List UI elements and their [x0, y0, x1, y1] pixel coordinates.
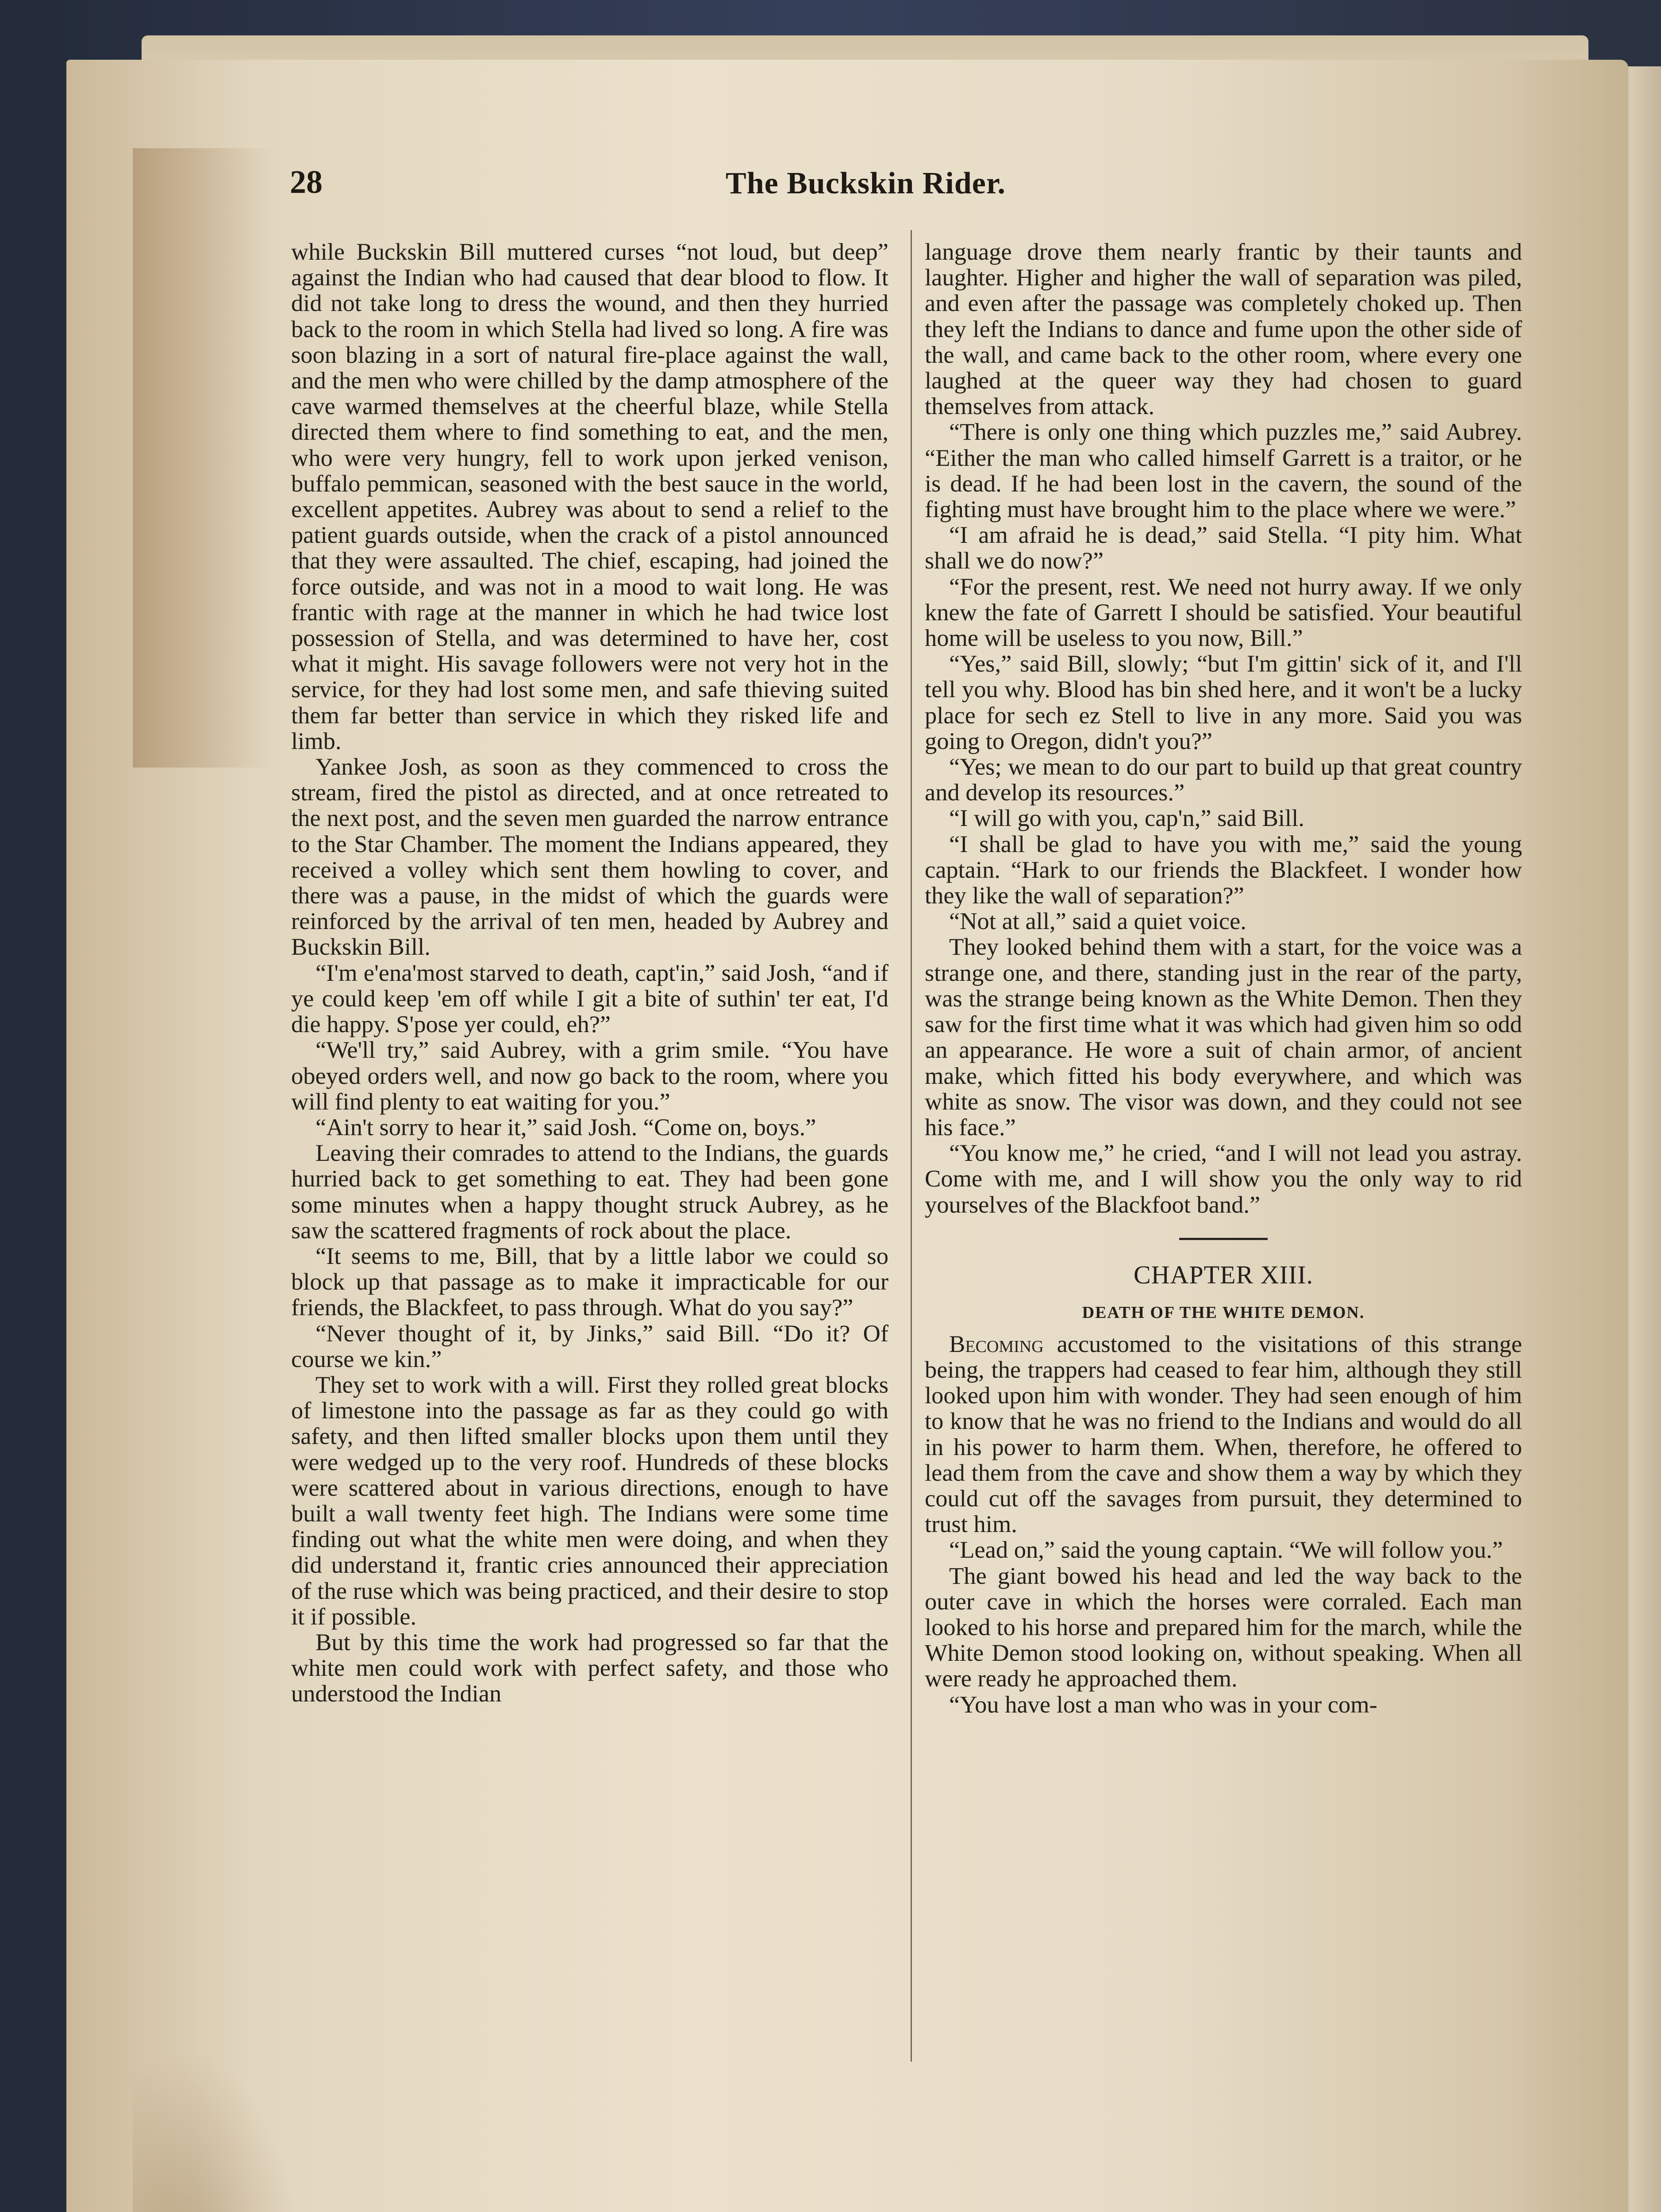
paragraph: “Not at all,” said a quiet voice.	[949, 907, 1246, 935]
paragraph: Yankee Josh, as soon as they commenced to cross the stream, fired the pistol as directed, and at once retreated to the next post, and the seven men guarded the narrow entrance to the Star Chamber. The moment the Indians appeared, they received a volley which sent them howling to cover, and there was a pause, in the midst of which the guards were reinforced by the arrival of ten men, headed by Aubrey and Buckskin Bill.	[291, 753, 888, 960]
paragraph: “Never thought of it, by Jinks,” said Bill. “Do it? Of course we kin.”	[291, 1319, 888, 1372]
paragraph: “I will go with you, cap'n,” said Bill.	[949, 804, 1304, 832]
running-title: The Buckskin Rider.	[726, 166, 1006, 200]
paragraph: “We'll try,” said Aubrey, with a grim smile. “You have obeyed orders well, and now go back to the room, where you will find plenty to eat waiting for you.”	[291, 1036, 888, 1115]
paragraph: “You have lost a man who was in your com-	[949, 1690, 1377, 1718]
paragraph: “It seems to me, Bill, that by a little labor we could so block up that passage as to make it impracticable for our friends, the Blackfeet, to pass through. What do you say?”	[291, 1242, 888, 1321]
chapter-title: CHAPTER XIII.	[1133, 1260, 1314, 1289]
left-text-column	[291, 239, 888, 2062]
paragraph: They set to work with a will. First they rolled great blocks of limestone into the passage as far as they could go with safety, and then lifted smaller blocks upon them until they were wedged up to the very roof. Hundreds of these blocks were scattered about in various directions, enough to have built a wall twenty feet high. The Indians were some time finding out what the white men were doing, and when they did understand it, frantic cries announced their appreciation of the ruse which was being practiced, and their desire to stop it if possible.	[291, 1371, 888, 1630]
paragraph: “Ain't sorry to hear it,” said Josh. “Come on, boys.”	[315, 1113, 816, 1141]
paragraph: They looked behind them with a start, for the voice was a strange one, and there, standing just in the rear of the party, was the strange being known as the White Demon. Then they saw for the first time what it was which had given him so odd an appearance. He wore a suit of chain armor, of ancient make, which fitted his body everywhere, and which was white as snow. The visor was down, and they could not see his face.”	[925, 933, 1522, 1141]
paragraph: But by this time the work had progressed so far that the white men could work with perfect safety, and those who understood the Indian	[291, 1628, 888, 1707]
paragraph: language drove them nearly frantic by their taunts and laughter. Higher and higher the wall of separation was piled, and even after the passage was completely choked up. Then they left the Indians to dance and fume upon the other side of the wall, and came back to the other room, where every one laughed at the queer way they had chosen to guard themselves from attack.	[925, 239, 1522, 420]
paragraph: “I'm e'ena'most starved to death, capt'in,” said Josh, “and if ye could keep 'em off while I git a bite of suthin' ter eat, I'd die happy. S'pose yer could, eh?”	[291, 959, 888, 1038]
paragraph: “For the present, rest. We need not hurry away. If we only knew the fate of Garrett I should be satisfied. Your beautiful home will be useless to you now, Bill.”	[925, 572, 1522, 652]
page-stain	[133, 2051, 301, 2212]
column-divider	[911, 230, 912, 2062]
paragraph: The giant bowed his head and led the way back to the outer cave in which the horses were corraled. Each man looked to his horse and prepared him for the march, while the White Demon stood looking on, without speaking. When all were ready he approached them.	[925, 1562, 1522, 1692]
page-number: 28	[290, 164, 323, 200]
paragraph: “Yes,” said Bill, slowly; “but I'm gittin' sick of it, and I'll tell you why. Blood has bin shed here, and it won't be a lucky place for sech ez Stell to live in any more. Said you was going to Oregon, didn't you?”	[925, 650, 1522, 754]
opening-word: Becoming	[949, 1330, 1044, 1357]
chapter-subtitle: DEATH OF THE WHITE DEMON.	[1082, 1303, 1365, 1322]
paragraph: “I am afraid he is dead,” said Stella. “I pity him. What shall we do now?”	[925, 521, 1522, 574]
opening-text: accustomed to the visitations of this strange being, the trappers had ceased to fear him, although they still looked upon him with wonder. They had seen enough of him to know that he was no friend to the Indians and would do all in his power to harm them. When, therefore, he offered to lead them from the cave and show them a way by which they could cut off the savages from pursuit, they determined to trust him.	[925, 1330, 1522, 1538]
right-text-column	[925, 239, 1522, 2062]
paragraph: “You know me,” he cried, “and I will not lead you astray. Come with me, and I will show you the only way to rid yourselves of the Blackfoot band.”	[925, 1139, 1522, 1218]
chapter-rule	[1179, 1238, 1268, 1240]
page-stain	[133, 148, 274, 768]
chapter-opening-paragraph	[925, 1331, 1522, 1537]
paragraph: “There is only one thing which puzzles me,” said Aubrey. “Either the man who called himself Garrett is a traitor, or he is dead. If he had been lost in the cavern, the sound of the fighting must have brought him to the place where we were.”	[925, 418, 1522, 523]
paragraph: “Yes; we mean to do our part to build up that great country and develop its resources.”	[925, 753, 1522, 806]
paragraph: “I shall be glad to have you with me,” said the young captain. “Hark to our friends the Blackfeet. I wonder how they like the wall of separation?”	[925, 830, 1522, 909]
paragraph: while Buckskin Bill muttered curses “not loud, but deep” against the Indian who had caused that dear blood to flow. It did not take long to dress the wound, and then they hurried back to the room in which Stella had lived so long. A fire was soon blazing in a sort of natural fire-place against the wall, and the men who were chilled by the damp atmosphere of the cave warmed themselves at the cheerful blaze, while Stella directed them where to find something to eat, and the men, who were very hungry, fell to work upon jerked venison, buffalo pemmican, seasoned with the best sauce in the world, excellent appetites. Aubrey was about to send a relief to the patient guards outside, when the crack of a pistol announced that they were assaulted. The chief, escaping, had joined the force outside, and was not in a mood to wait long. He was frantic with rage at the manner in which he had twice lost possession of Stella, and was determined to have her, cost what it might. His savage followers were not very hot in the service, for they had lost some men, and safe thieving suited them far better than service in which they risked life and limb.	[291, 239, 888, 754]
paragraph: “Lead on,” said the young captain. “We will follow you.”	[949, 1536, 1503, 1563]
paragraph: Leaving their comrades to attend to the Indians, the guards hurried back to get something to eat. They had been gone some minutes when a happy thought struck Aubrey, as he saw the scattered fragments of rock about the place.	[291, 1139, 888, 1244]
